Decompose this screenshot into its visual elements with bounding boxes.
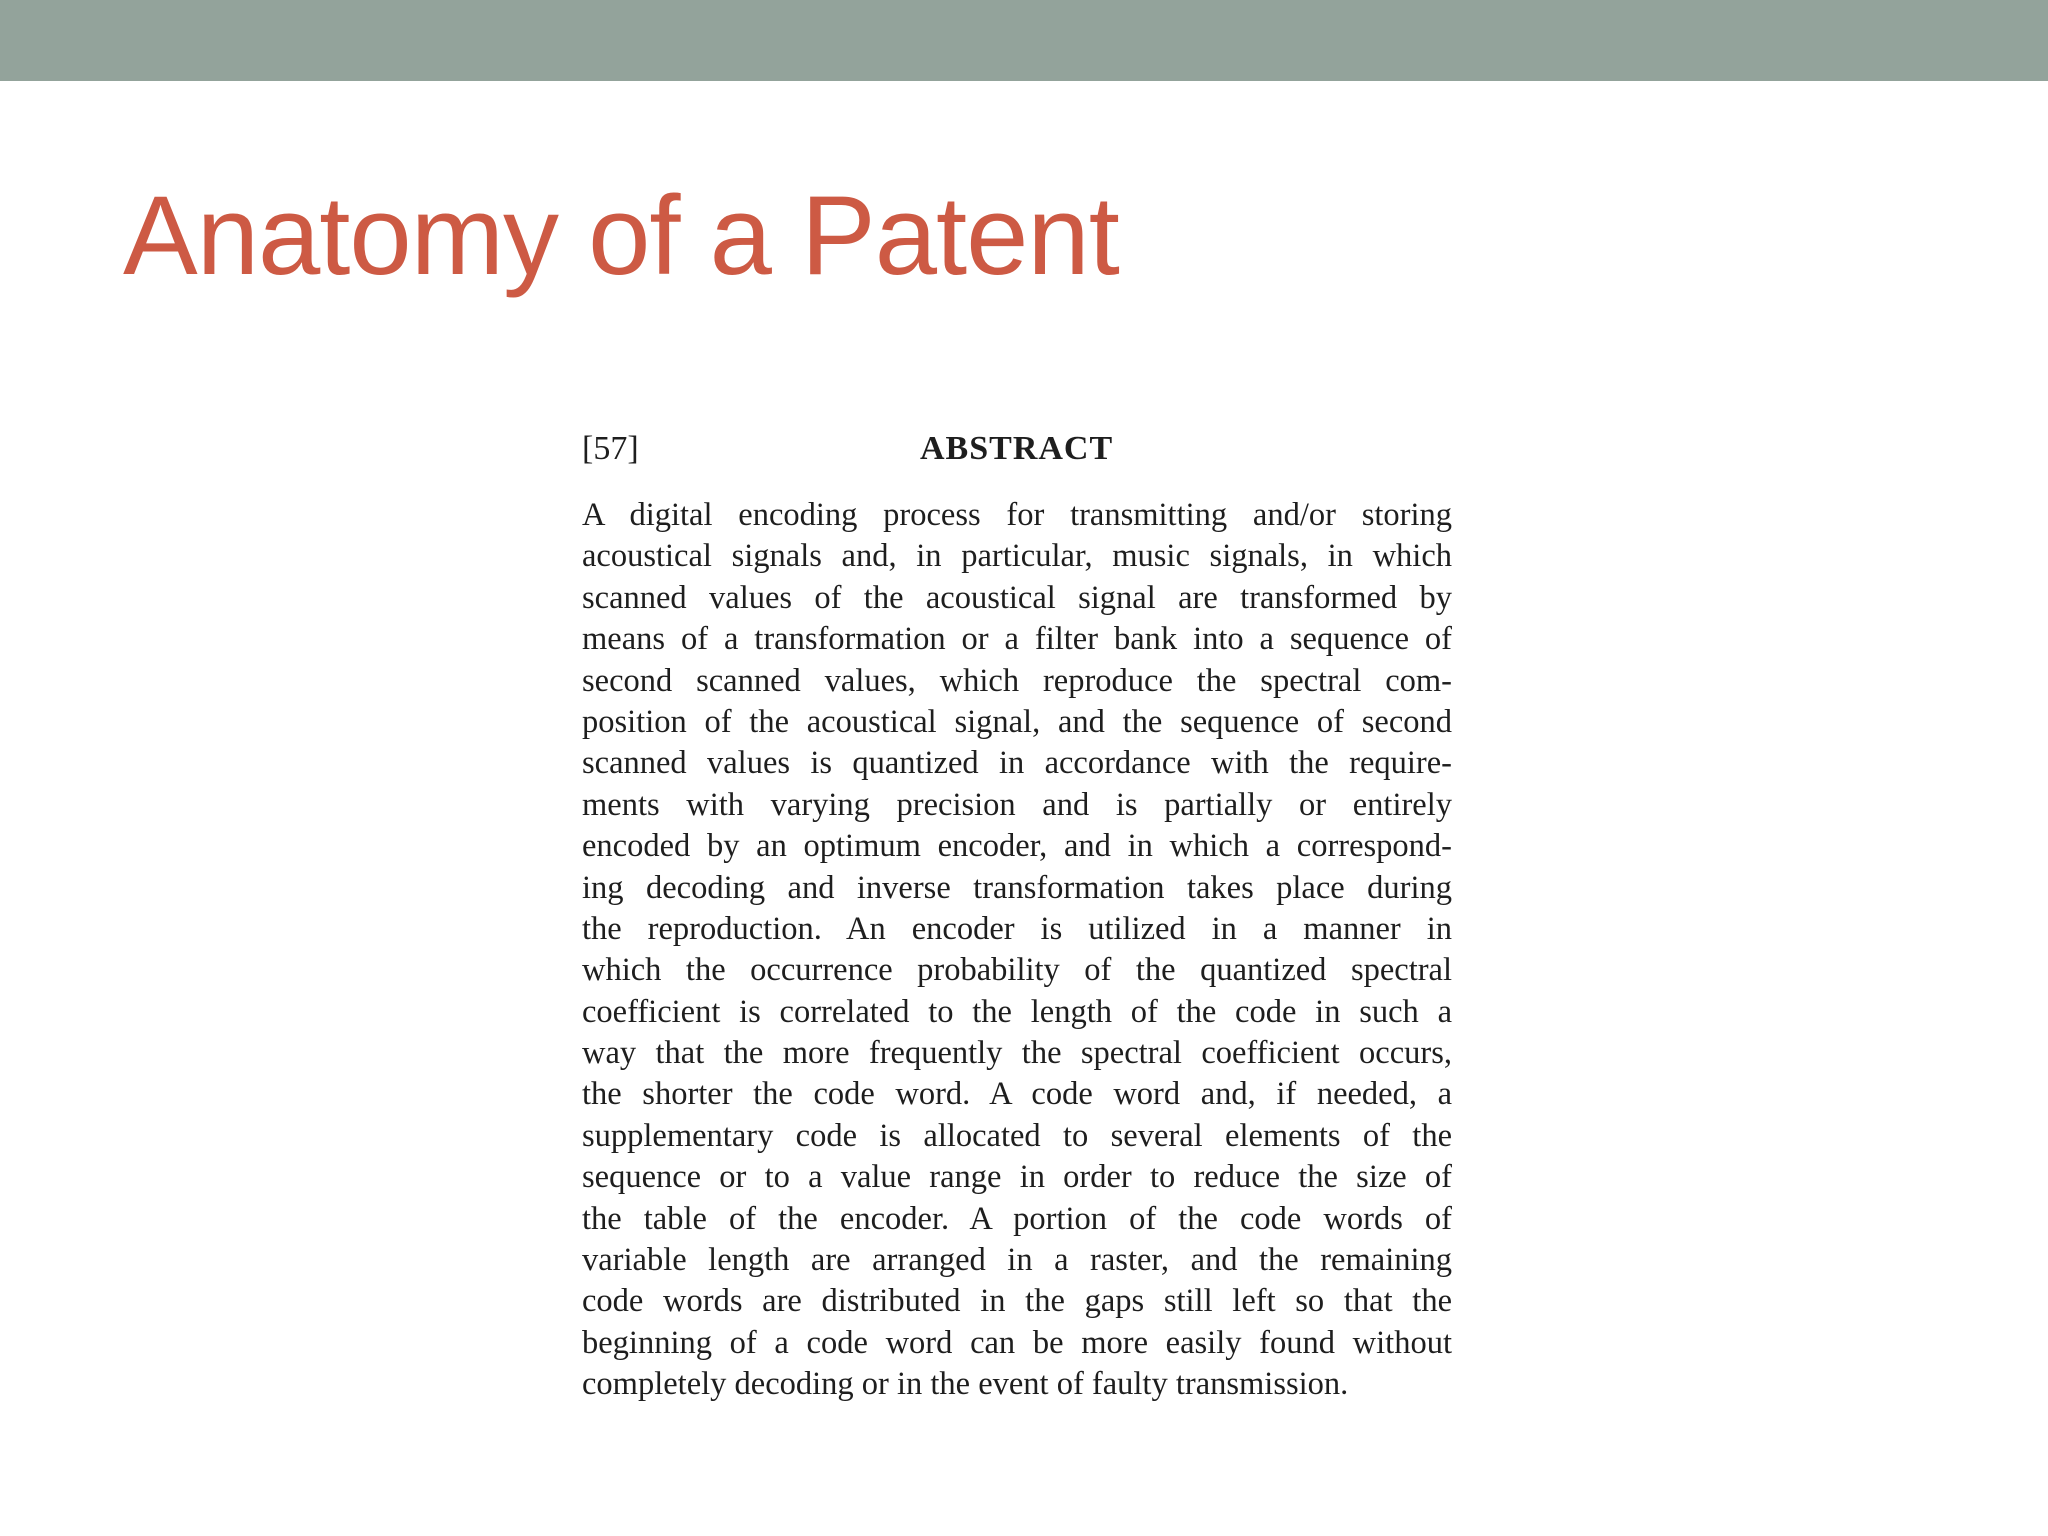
abstract-heading: ABSTRACT [920,430,1114,467]
abstract-line: scanned values of the acoustical signal are transformed by [582,579,1452,616]
top-accent-bar [0,0,2048,81]
abstract-line: variable length are arranged in a raster, and the remaining [582,1242,1452,1279]
abstract-line: way that the more frequently the spectral coefficient occurs, [582,1035,1452,1072]
abstract-line: ments with varying precision and is partially or entirely [582,786,1452,823]
abstract-line: acoustical signals and, in particular, music signals, in which [582,538,1452,575]
abstract-line: encoded by an optimum encoder, and in which a correspond- [582,828,1452,865]
abstract-line: sequence or to a value range in order to reduce the size of [582,1159,1452,1196]
abstract-line: position of the acoustical signal, and the sequence of second [582,703,1452,740]
abstract-line: the shorter the code word. A code word and, if needed, a [582,1076,1452,1113]
abstract-line: ing decoding and inverse transformation takes place during [582,869,1452,906]
abstract-line: the reproduction. An encoder is utilized in a manner in [582,910,1452,947]
abstract-line: scanned values is quantized in accordance with the require- [582,745,1452,782]
abstract-body [582,495,1452,1406]
abstract-line: supplementary code is allocated to several elements of the [582,1117,1452,1154]
abstract-line: A digital encoding process for transmitting and/or storing [582,497,1452,533]
abstract-line: beginning of a code word can be more easily found without [582,1324,1452,1361]
abstract-line: which the occurrence probability of the quantized spectral [582,952,1452,989]
abstract-header [580,425,1460,475]
patent-abstract-excerpt [580,425,1460,1405]
abstract-section-number: [57] [582,430,639,467]
slide-title: Anatomy of a Patent [123,173,1119,298]
abstract-line: means of a transformation or a filter bank into a sequence of [582,621,1452,658]
abstract-line: coefficient is correlated to the length of the code in such a [582,993,1452,1030]
abstract-line: second scanned values, which reproduce the spectral com- [582,662,1452,699]
abstract-line: the table of the encoder. A portion of the code words of [582,1200,1452,1237]
abstract-line: code words are distributed in the gaps still left so that the [582,1283,1452,1320]
abstract-line: completely decoding or in the event of faulty transmission. [582,1366,1349,1403]
